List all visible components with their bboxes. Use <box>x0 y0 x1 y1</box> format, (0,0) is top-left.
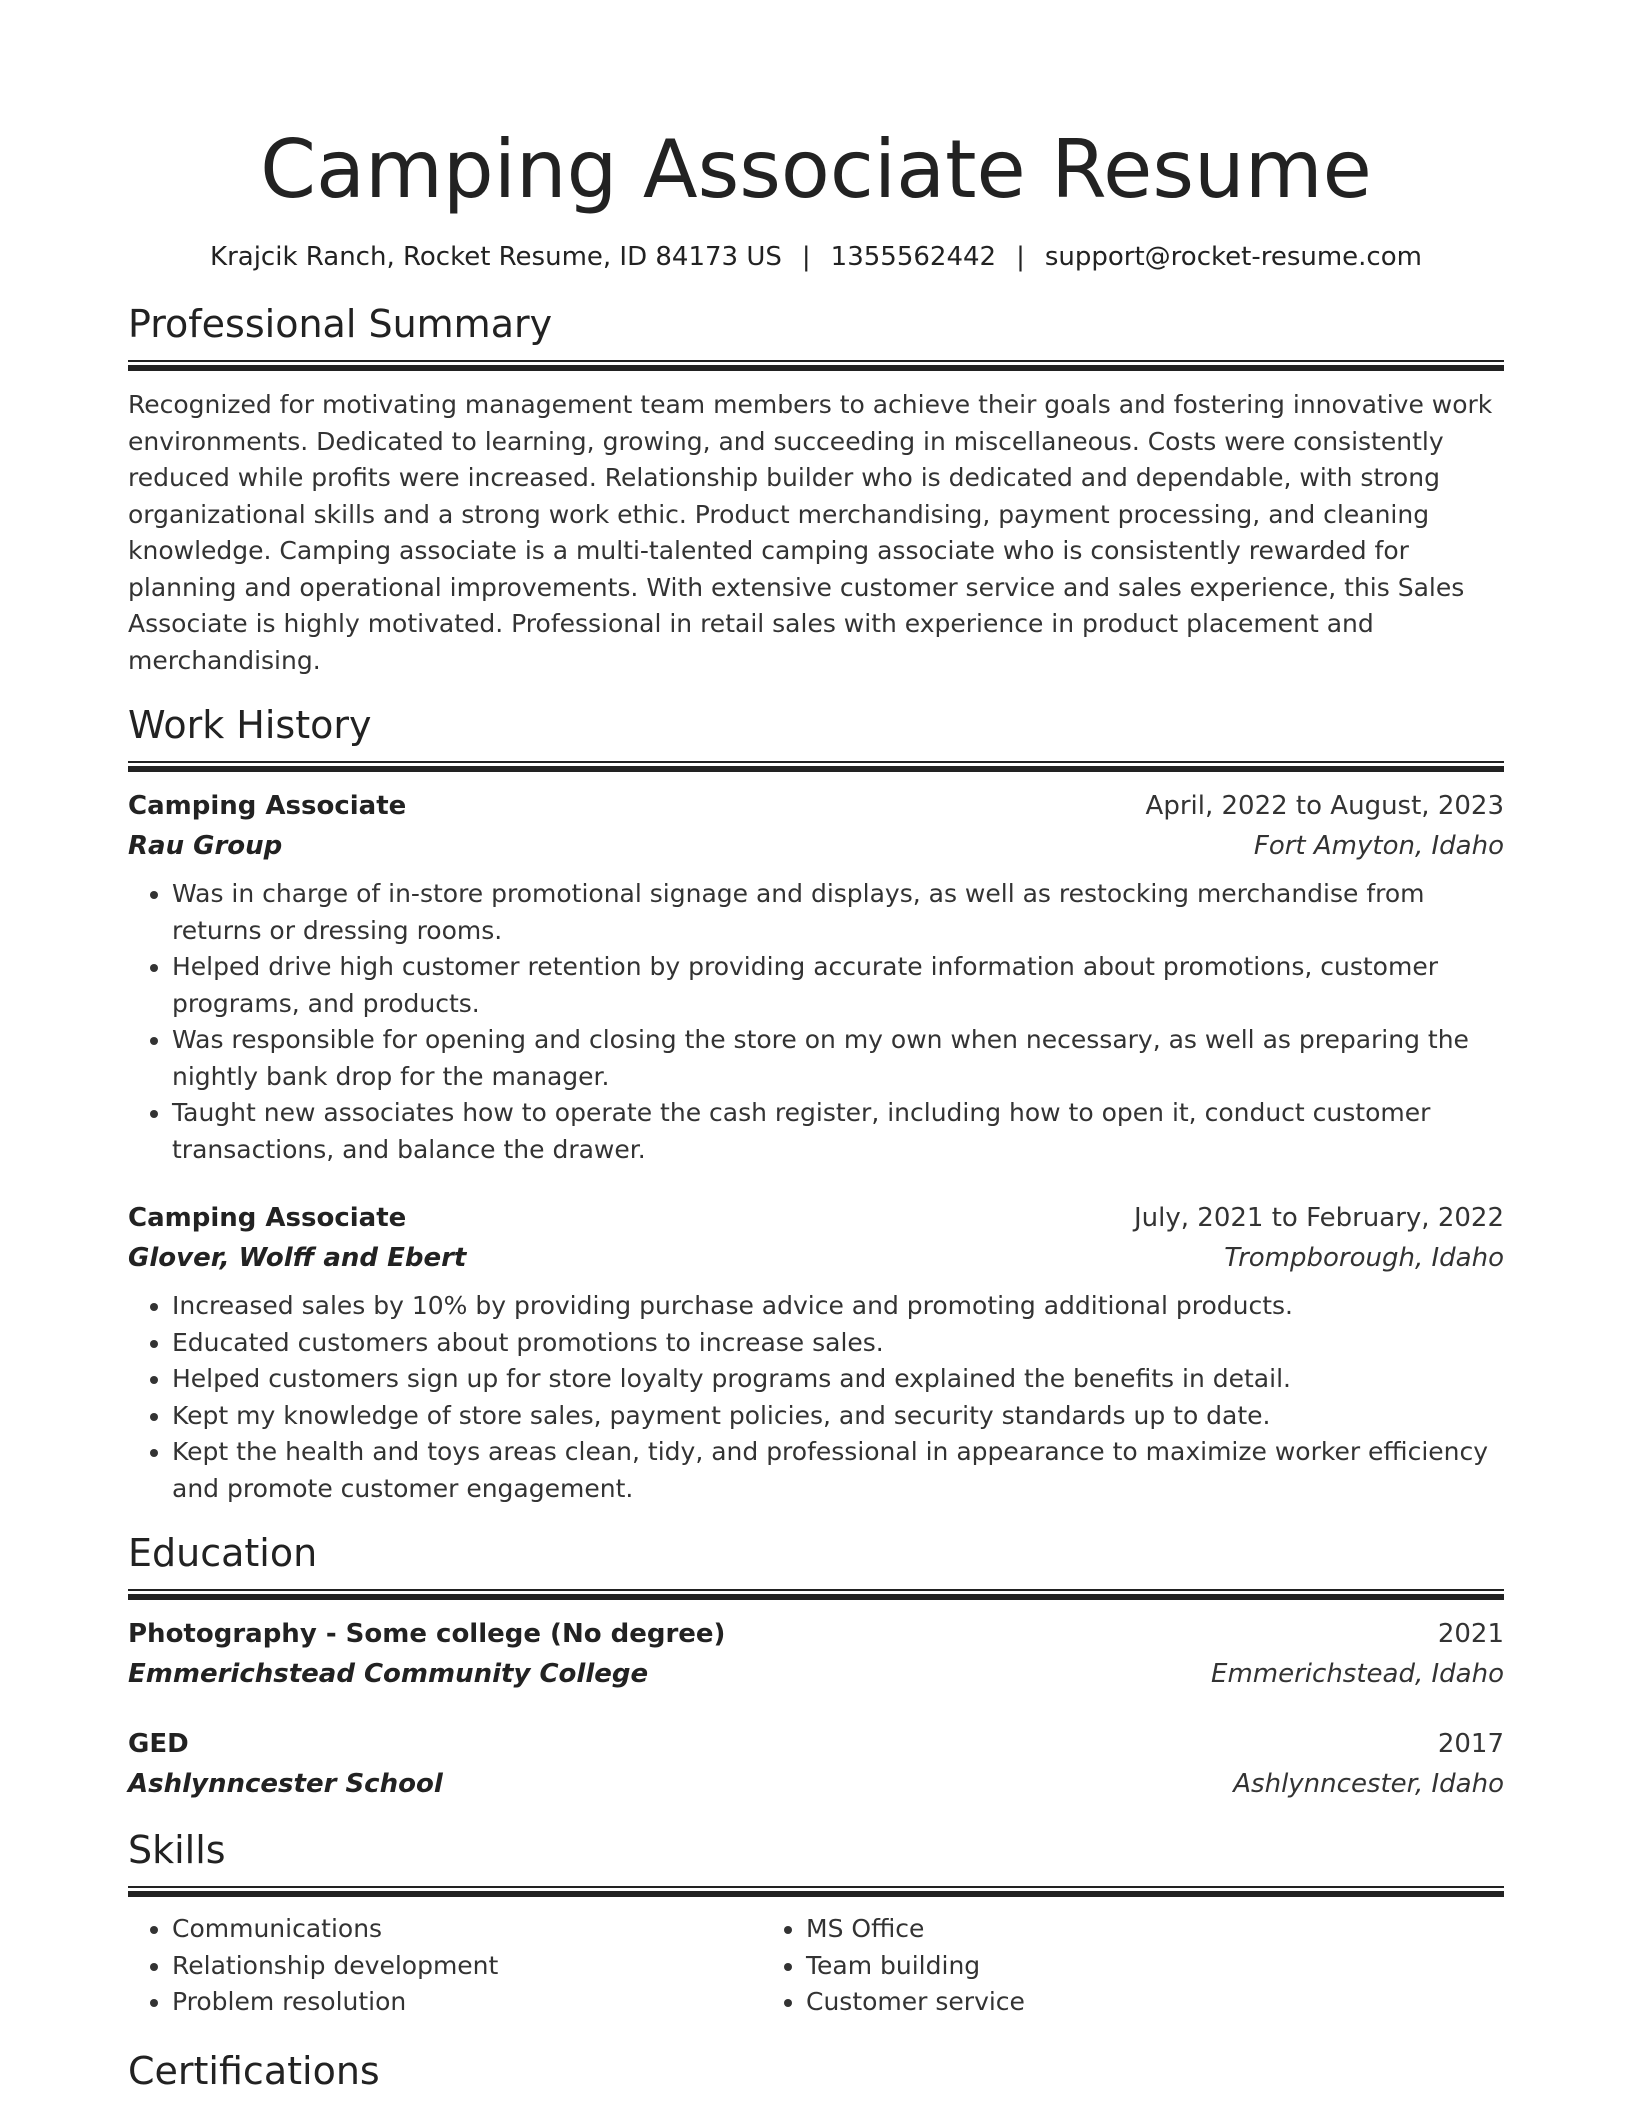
job-entry <box>128 786 1504 1168</box>
education-school: Emmerichstead Community College <box>128 1659 649 1689</box>
education-year: 2017 <box>1437 1729 1504 1759</box>
contact-separator: | <box>1016 242 1025 272</box>
education-section <box>128 1529 1504 1804</box>
job-dates: July, 2021 to February, 2022 <box>1134 1203 1504 1233</box>
section-heading-certifications: Certifications <box>128 2048 380 2093</box>
job-location: Fort Amyton, Idaho <box>1253 831 1504 861</box>
job-company: Glover, Wolff and Ebert <box>128 1243 467 1273</box>
job-bullets <box>128 876 1504 1168</box>
section-divider <box>128 1589 1504 1600</box>
education-location: Emmerichstead, Idaho <box>1211 1659 1504 1689</box>
summary-section <box>128 300 1504 679</box>
contact-email: support@rocket-resume.com <box>1044 242 1422 272</box>
skills-column-right <box>762 1911 1396 2021</box>
skill-item: • Communications <box>172 1911 762 1948</box>
skill-item: • MS Office <box>806 1911 1396 1948</box>
skill-item: • Customer service <box>806 1984 1396 2021</box>
section-heading-skills: Skills <box>128 1828 226 1872</box>
section-divider <box>128 360 1504 371</box>
education-year: 2021 <box>1437 1619 1504 1649</box>
section-divider <box>128 761 1504 772</box>
job-bullets <box>128 1288 1504 1507</box>
contact-separator: | <box>801 242 811 272</box>
education-degree: GED <box>128 1729 189 1759</box>
skill-item: • Problem resolution <box>172 1984 762 2021</box>
section-divider <box>128 1886 1504 1897</box>
job-entry <box>128 1198 1504 1507</box>
work-history-section <box>128 701 1504 1507</box>
skills-list <box>128 1911 1504 2021</box>
list-item: • Was responsible for opening and closing the store on my own when necessary, as well as preparing the nightly bank drop for the manager. <box>172 1022 1504 1095</box>
education-degree: Photography - Some college (No degree) <box>128 1619 726 1649</box>
list-item: • Helped customers sign up for store loyalty programs and explained the benefits in detail. <box>172 1361 1504 1398</box>
list-item: • Was in charge of in-store promotional signage and displays, as well as restocking merchandise from returns or dressing rooms. <box>172 876 1504 949</box>
job-dates: April, 2022 to August, 2023 <box>1145 791 1504 821</box>
education-school: Ashlynncester School <box>128 1769 443 1799</box>
list-item: • Educated customers about promotions to increase sales. <box>172 1325 1504 1362</box>
resume-title: Camping Associate Resume <box>260 123 1372 216</box>
skill-item: • Team building <box>806 1948 1396 1985</box>
list-item: • Helped drive high customer retention by providing accurate information about promotions, customer programs, and products. <box>172 949 1504 1022</box>
section-heading-education: Education <box>128 1531 318 1575</box>
education-entry <box>128 1724 1504 1804</box>
list-item: • Taught new associates how to operate the cash register, including how to open it, conduct customer transactions, and balance the drawer. <box>172 1095 1504 1168</box>
job-company: Rau Group <box>128 831 283 861</box>
summary-text: Recognized for motivating management team members to achieve their goals and fostering innovative work environments. Dedicated to learning, growing, and succeeding in miscellaneous. Costs were consistently reduced while profits were increased. Relationship builder who is dedicated and dependable, with strong organizational skills and a strong work ethic. Product merchandising, payment processing, and cleaning knowledge. Camping associate is a multi-talented camping associate who is consistently rewarded for planning and operational improvements. With extensive customer service and sales experience, this Sales Associate is highly motivated. Professional in retail sales with experience in product placement and merchandising. <box>128 390 1493 675</box>
skills-column-left <box>128 1911 762 2021</box>
skills-section <box>128 1826 1504 2021</box>
contact-phone: 1355562442 <box>830 242 997 272</box>
section-heading-summary: Professional Summary <box>128 302 553 346</box>
education-entry <box>128 1614 1504 1694</box>
job-title: Camping Associate <box>128 1203 407 1233</box>
section-heading-work: Work History <box>128 703 372 747</box>
job-location: Trompborough, Idaho <box>1224 1243 1504 1273</box>
contact-line <box>128 240 1504 274</box>
list-item: • Increased sales by 10% by providing purchase advice and promoting additional products. <box>172 1288 1504 1325</box>
list-item: • Kept my knowledge of store sales, payment policies, and security standards up to date. <box>172 1398 1504 1435</box>
education-location: Ashlynncester, Idaho <box>1233 1769 1504 1799</box>
contact-address: Krajcik Ranch, Rocket Resume, ID 84173 US <box>210 242 782 272</box>
job-title: Camping Associate <box>128 791 407 821</box>
certifications-section <box>128 2047 1504 2095</box>
list-item: • Kept the health and toys areas clean, tidy, and professional in appearance to maximize worker efficiency and promote customer engagement. <box>172 1434 1504 1507</box>
skill-item: • Relationship development <box>172 1948 762 1985</box>
